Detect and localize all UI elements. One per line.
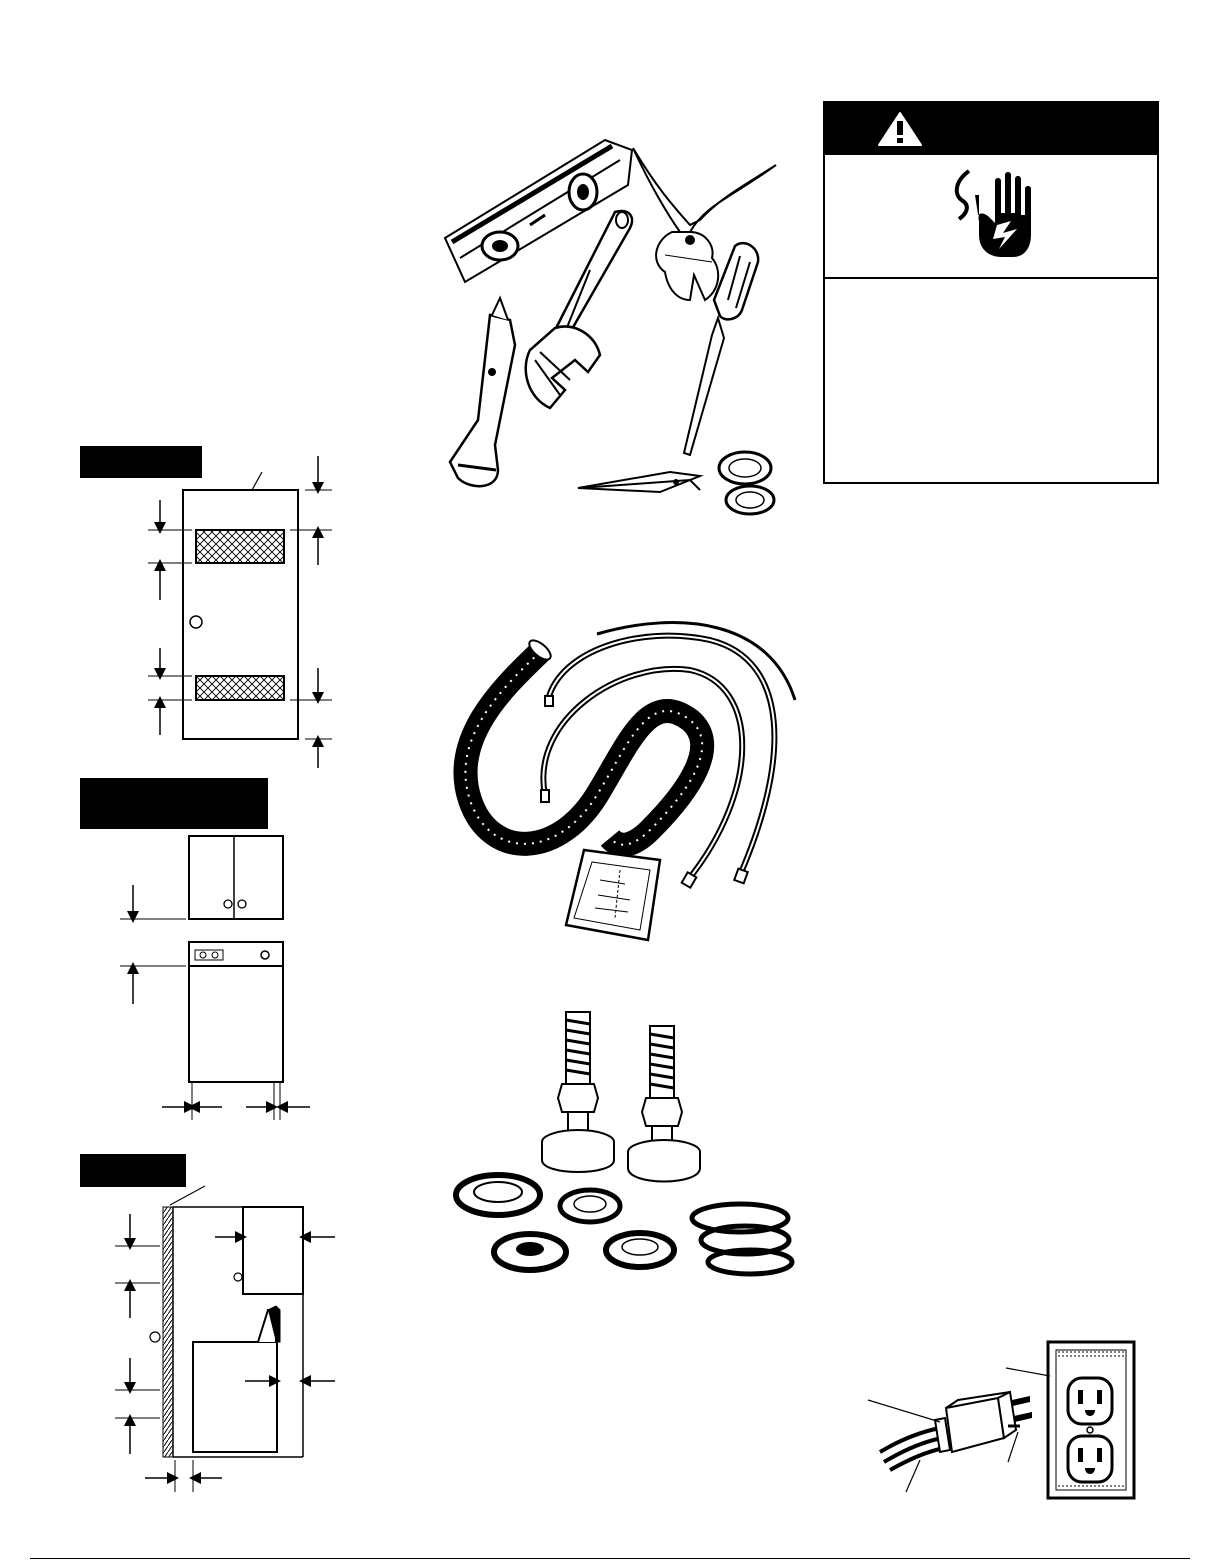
inlet-hose-2 (543, 669, 742, 880)
inlet-hose-1 (548, 636, 774, 875)
figure1-label-bar (80, 446, 202, 478)
scissors-tool (578, 452, 774, 514)
drain-hose (465, 652, 702, 845)
footer-rule (30, 1558, 1190, 1559)
leveling-foot-1 (542, 1012, 614, 1172)
figure2-label-bar (80, 778, 268, 829)
level-tool (445, 140, 632, 282)
electrical-shock-hand-icon (949, 165, 1039, 265)
hose-clamps (692, 1204, 792, 1274)
parts-bag (566, 850, 660, 940)
screwdriver-tool (684, 243, 758, 455)
warning-triangle-icon (877, 111, 923, 147)
leveling-foot-2 (628, 1026, 700, 1182)
washer-4 (606, 1233, 674, 1267)
wrench-tool (526, 211, 632, 408)
washer-3 (494, 1234, 566, 1270)
warning-header (825, 103, 1157, 155)
warning-icon-row (825, 155, 1157, 279)
three-prong-plug (880, 1392, 1032, 1470)
washer-1 (456, 1175, 540, 1215)
figure3-label-bar (80, 1154, 186, 1187)
upper-louver (196, 530, 284, 563)
grounded-outlet (1048, 1342, 1134, 1498)
pliers-tool (633, 148, 776, 300)
washer-2 (560, 1190, 620, 1222)
warning-box (823, 101, 1159, 484)
utility-knife-tool (450, 298, 515, 486)
lower-louver (196, 676, 284, 700)
